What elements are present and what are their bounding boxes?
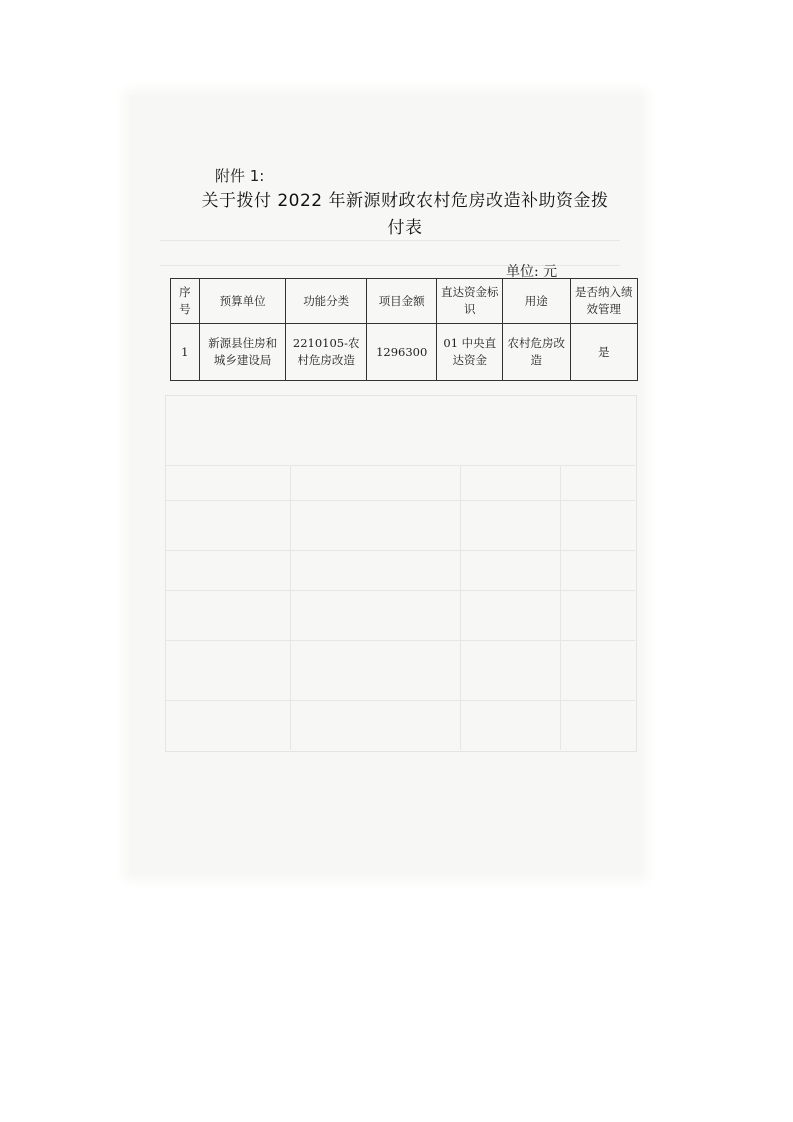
header-project-amount: 项目金额 — [366, 279, 437, 324]
cell-direct-fund-flag: 01 中央直达资金 — [437, 324, 503, 381]
header-function-class: 功能分类 — [286, 279, 366, 324]
allocation-table — [170, 278, 638, 381]
table-row — [171, 324, 638, 381]
cell-performance-managed: 是 — [570, 324, 637, 381]
document-title: 关于拨付 2022 年新源财政农村危房改造补助资金拨付表 — [201, 191, 609, 238]
attachment-label: 附件 1: — [215, 167, 265, 185]
unit-label: 单位: 元 — [506, 264, 558, 280]
cell-function-class: 2210105-农村危房改造 — [286, 324, 366, 381]
header-direct-fund-flag: 直达资金标识 — [437, 279, 503, 324]
header-purpose: 用途 — [503, 279, 570, 324]
cell-serial-number: 1 — [171, 324, 200, 381]
cell-project-amount: 1296300 — [366, 324, 437, 381]
header-serial-number: 序号 — [171, 279, 200, 324]
header-budget-unit: 预算单位 — [199, 279, 286, 324]
cell-budget-unit: 新源县住房和城乡建设局 — [199, 324, 286, 381]
table-header-row — [171, 279, 638, 324]
header-performance-managed: 是否纳入绩效管理 — [570, 279, 637, 324]
cell-purpose: 农村危房改造 — [503, 324, 570, 381]
